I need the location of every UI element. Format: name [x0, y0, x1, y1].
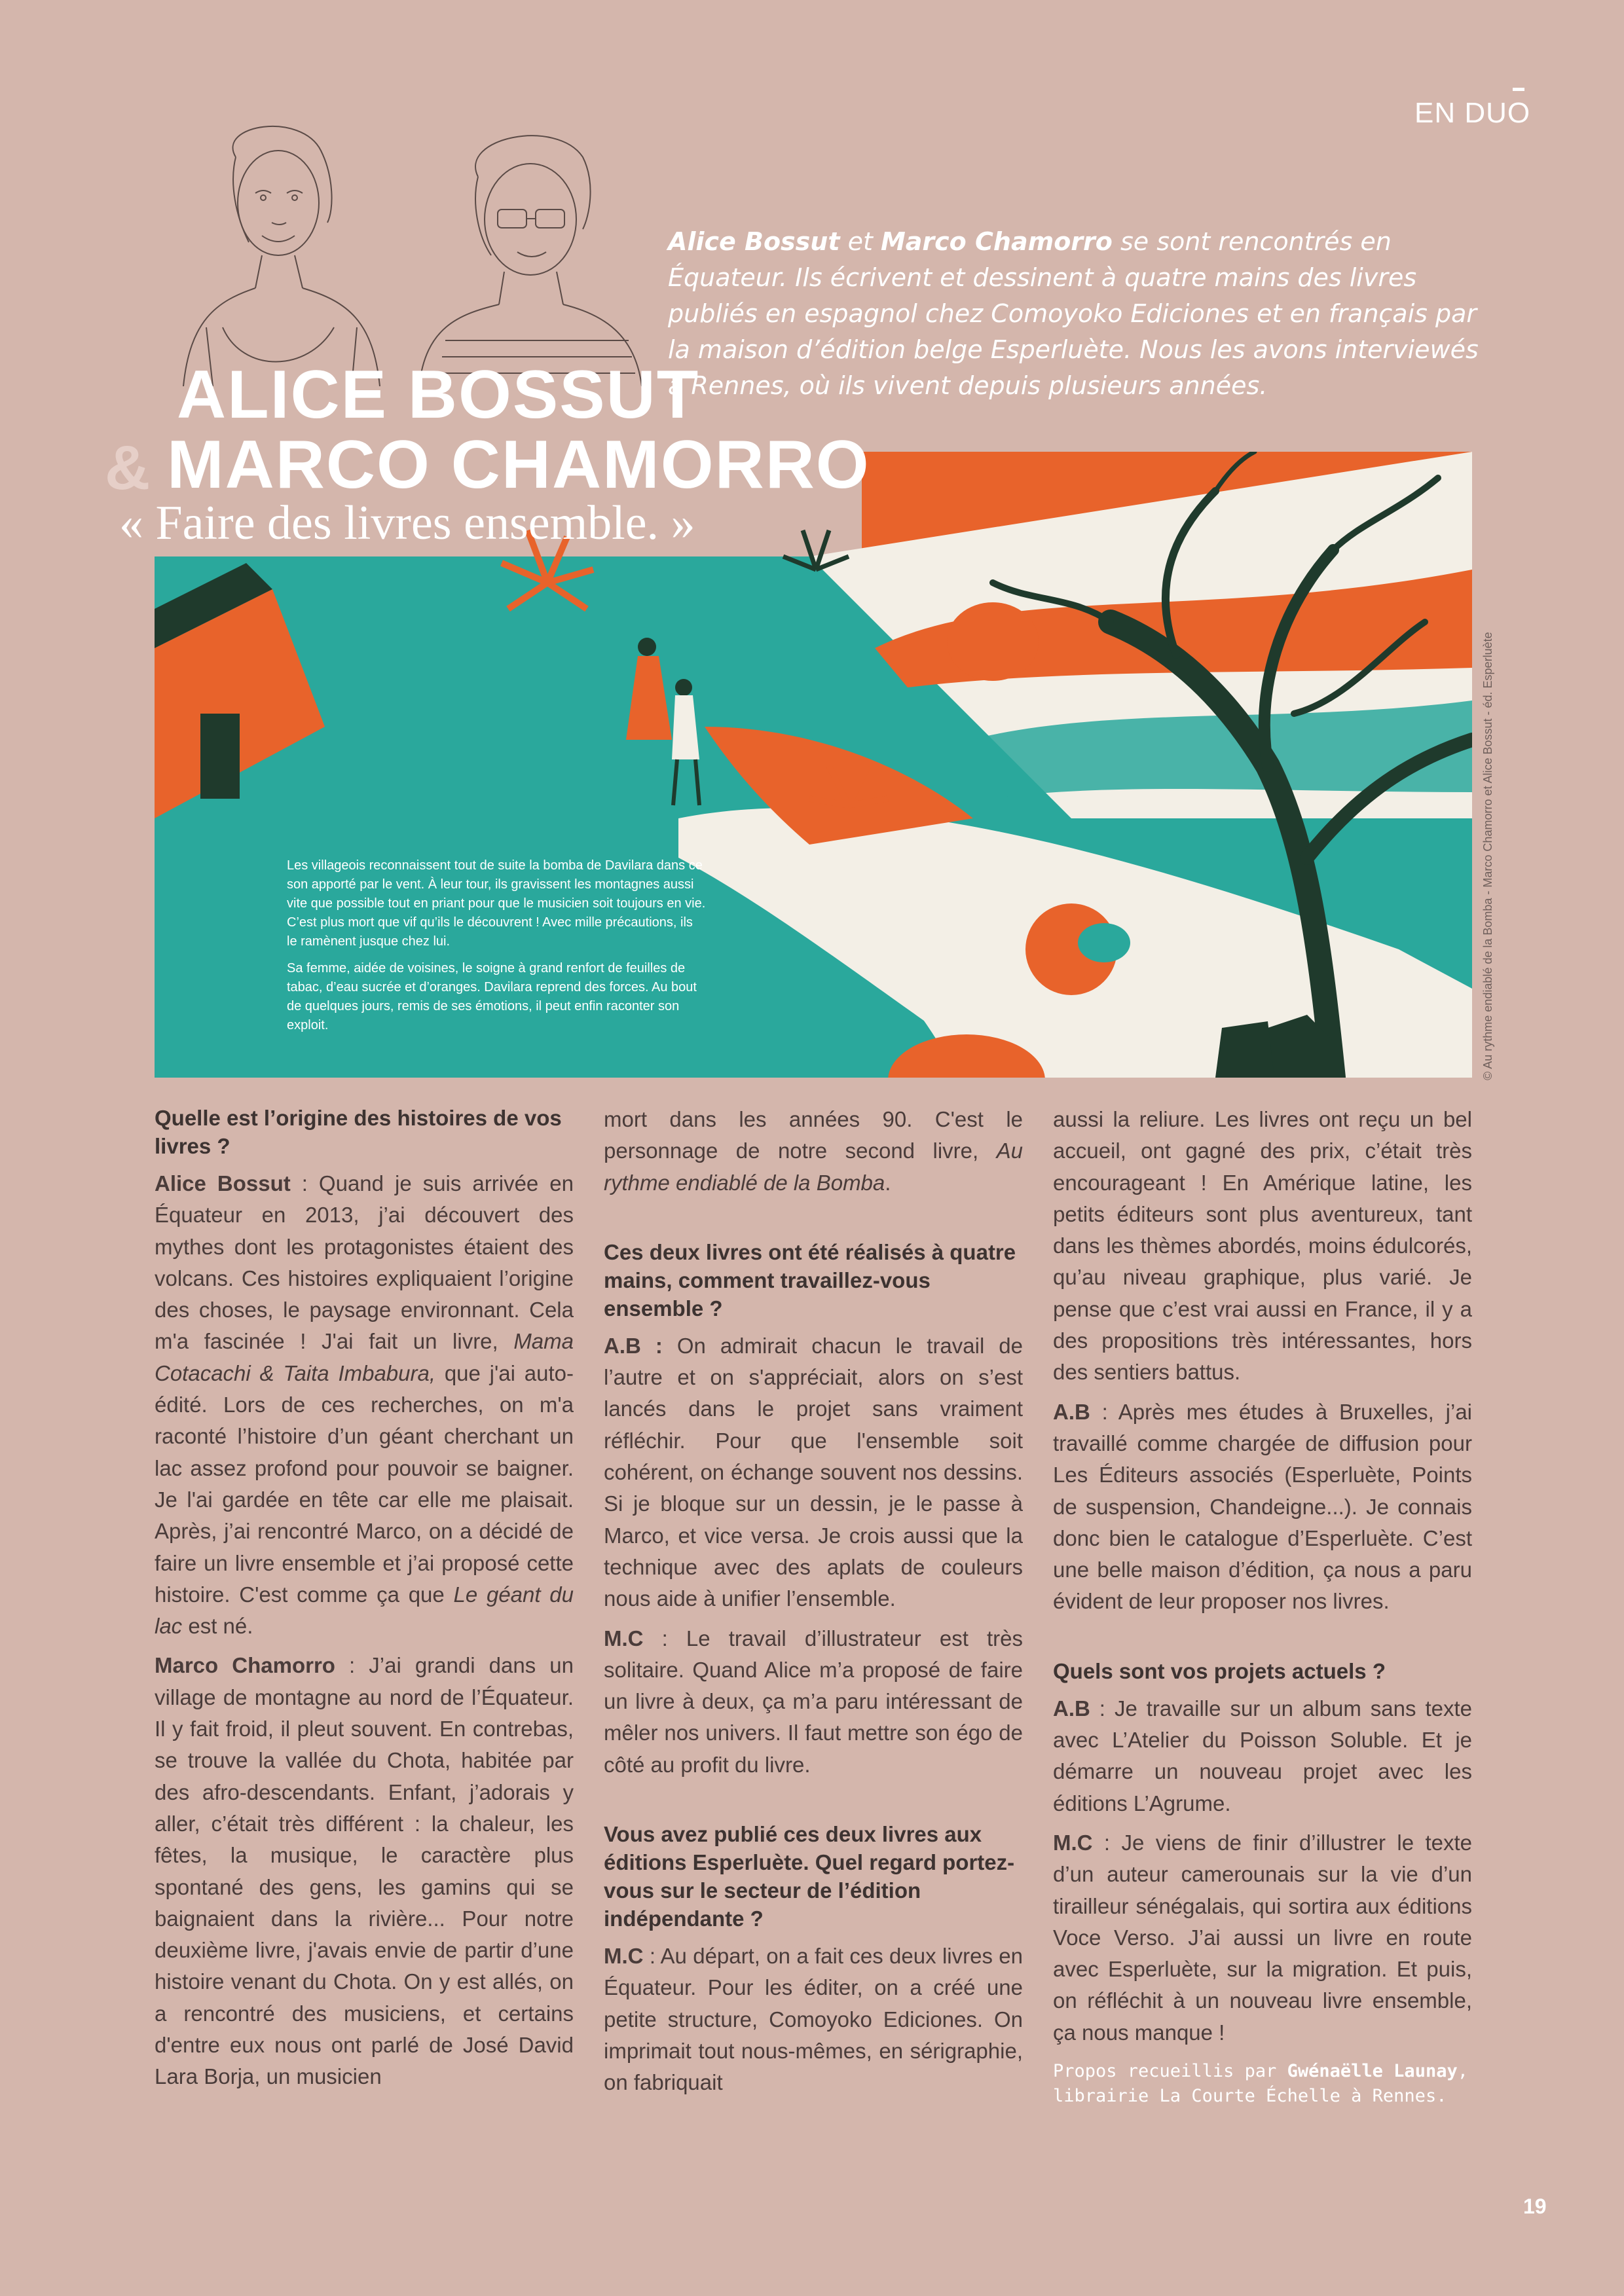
answer-mc-3 — [604, 1941, 1023, 2098]
title-alice-bossut: ALICE BOSSUT — [177, 357, 700, 433]
intro-name-marco: Marco Chamorro — [880, 227, 1113, 256]
speaker-marco: Marco Chamorro — [155, 1653, 335, 1678]
interviewer-name: Gwénaëlle Launay — [1287, 2061, 1458, 2082]
speaker-mc: M.C — [604, 1626, 644, 1650]
section-label: EN DUO — [1414, 97, 1531, 129]
answer-marco-1-continued — [604, 1104, 1023, 1199]
article-column-1 — [155, 1104, 574, 2101]
speaker-ab: A.B : — [604, 1333, 663, 1358]
answer-mc-2 — [604, 1623, 1023, 1781]
article-column-2 — [604, 1104, 1023, 2107]
question-2: Ces deux livres ont été réalisés à quatre mains, comment travaillez-vous ensemble ? — [604, 1239, 1016, 1321]
answer-marco-1 — [155, 1650, 574, 2092]
intro-name-alice: Alice Bossut — [668, 227, 840, 256]
caption-paragraph-1: Les villageois reconnaissent tout de suite la bomba de Davilara dans ce son apporté par le vent. À leur tour, ils gravissent les montagnes aussi vite que possible tout en priant pour que le musicien soit toujours en vie. C’est plus mort que vif qu’ils le découvrent ! Avec mille précautions, ils le ramènent jusque chez lui. — [287, 858, 706, 949]
speaker-ab: A.B — [1053, 1399, 1090, 1424]
intro-paragraph — [668, 224, 1493, 404]
speaker-alice: Alice Bossut — [155, 1171, 291, 1195]
answer-text: : Au départ, on a fait ces deux livres en Équateur. Pour les éditer, on a créé une petite structure, Comoyoko Ediciones. On imprimait tout nous-mêmes, en sérigraphie, on fabriquait — [604, 1944, 1023, 2095]
speaker-mc: M.C — [604, 1944, 644, 1969]
question-4: Quels sont vos projets actuels ? — [1053, 1658, 1386, 1683]
speaker-ab: A.B — [1053, 1696, 1090, 1721]
intro-text: se sont rencontrés en Équateur. Ils écrivent et dessinent à quatre mains des livres publiés en espagnol chez Comoyoko Ediciones et en français par la maison d’édition belge Esperluète. Nous les avons interviewés à Rennes, où ils vivent depuis plusieurs années. — [668, 227, 1479, 400]
answer-mc-4 — [1053, 1827, 1472, 2049]
answer-text: est né. — [182, 1614, 253, 1639]
book-title: Le géant du lac — [155, 1582, 574, 1639]
answer-text: : Après mes études à Bruxelles, j’ai travaillé comme chargée de diffusion pour Les Éditeurs associés (Esperluète, Points de suspension, Chandeigne...). Je connais donc bien le catalogue d’Esperluète. C’est une belle maison d’édition, ça nous a paru évident de leur proposer nos livres. — [1053, 1399, 1472, 1614]
title-marco-chamorro: MARCO CHAMORRO — [167, 427, 870, 503]
question-1: Quelle est l’origine des histoires de vos livres ? — [155, 1106, 562, 1158]
answer-text: mort dans les années 90. C'est le personnage de notre second livre, — [604, 1107, 1023, 1163]
answer-text: : J’ai grandi dans un village de montagne au nord de l’Équateur. Il y fait froid, il pleut souvent. En contrebas, se trouve la vallée du Chota, habitée par des afro-descendants. Enfant, j’adorais y aller, c’était très différent : la chaleur, les fêtes, la musique, le caractère plus spontané des gens, les gamins qui se baignaient dans la rivière... Pour notre deuxième livre, j'avais envie de partir d’une histoire venant du Chota. On y est allés, on a rencontré des musiciens, et certains d'entre eux nous ont parlé de José David Lara Borja, un musicien — [155, 1653, 574, 2089]
article-column-3 — [1053, 1104, 1472, 2117]
answer-text: On admirait chacun le travail de l’autre et on s'appréciait, alors on s’est lancés dans le projet sans vraiment réfléchir. Pour que l'ensemble soit cohérent, on échange souvent nos dessins. Si je bloque sur un dessin, je le passe à Marco, et vice versa. Je crois aussi que la technique avec des aplats de couleurs nous aide à unifier l’ensemble. — [604, 1333, 1024, 1611]
book-title: Mama Cotacachi & Taita Imbabura, — [155, 1329, 574, 1385]
book-title: Au rythme endiablé de la Bomba — [604, 1139, 1023, 1195]
authors-portrait-sketch — [138, 111, 661, 386]
interview-signature — [1053, 2059, 1472, 2109]
answer-ab-4 — [1053, 1693, 1472, 1819]
speaker-mc: M.C — [1053, 1830, 1093, 1855]
intro-and: et — [840, 227, 881, 256]
signature-text: , librairie La Courte Échelle à Rennes. — [1053, 2061, 1468, 2107]
answer-text: : Je viens de finir d’illustrer le texte d’un auteur camerounais sur la vie d’un tirailleur sénégalais, qui sortira aux éditions Voce Verso. J’ai aussi un livre en route avec Esperluète, sur la migration. Et puis, on réfléchit à un nouveau livre ensemble, ça nous manque ! — [1053, 1830, 1472, 2045]
article-tagline: « Faire des livres ensemble. » — [119, 496, 695, 550]
image-credit: © Au rythme endiablé de la Bomba - Marco Chamorro et Alice Bossut - éd. Esperluète — [1481, 632, 1494, 1080]
answer-text: que j'ai auto-édité. Lors de ces recherches, on m'a raconté l’histoire d’un géant cherchant un lac assez profond pour pouvoir se baigner. Je l'ai gardée en tête car elle me plaisait. Après, j’ai rencontré Marco, on a décidé de faire un livre ensemble et j’ai proposé cette histoire. C'est comme ça que — [155, 1360, 574, 1607]
title-ampersand: & — [105, 433, 151, 503]
page-number: 19 — [1523, 2195, 1547, 2218]
caption-paragraph-2: Sa femme, aidée de voisines, le soigne à grand renfort de feuilles de tabac, d’eau sucrée et d’oranges. Davilara reprend des forces. Au bout de quelques jours, remis de ses émotions, il peut enfin raconter son exploit. — [287, 961, 697, 1032]
answer-alice-1 — [155, 1168, 574, 1642]
answer-text: : Le travail d’illustrateur est très solitaire. Quand Alice m’a proposé de faire un livre à deux, ça m’a paru intéressant de mêler nos univers. Il faut mettre son égo de côté au profit du livre. — [604, 1626, 1023, 1777]
section-dash — [1513, 88, 1524, 91]
answer-text: : Je travaille sur un album sans texte avec L’Atelier du Poisson Soluble. Et je démarre un nouveau projet avec les éditions L’Agrume. — [1053, 1696, 1472, 1815]
answer-mc-3-continued: aussi la reliure. Les livres ont reçu un bel accueil, ont gagné des prix, c’était très encourageant ! En Amérique latine, les petits éditeurs sont plus aventureux, tant dans les thèmes abordés, moins édulcorés, qu’au niveau graphique, plus varié. Je pense que c’est vrai aussi en France, il y a des propositions très intéressantes, hors des sentiers battus. — [1053, 1107, 1472, 1385]
answer-ab-2 — [604, 1330, 1023, 1615]
answer-text: : Quand je suis arrivée en Équateur en 2013, j’ai découvert des mythes dont les protagonistes étaient des volcans. Ces histoires expliquaient l’origine des choses, le paysage environnant. Cela m'a fascinée ! J'ai fait un livre, — [155, 1171, 574, 1354]
question-3: Vous avez publié ces deux livres aux éditions Esperluète. Quel regard portez-vous sur le secteur de l’édition indépendante ? — [604, 1822, 1015, 1931]
answer-ab-3 — [1053, 1396, 1472, 1618]
answer-text: . — [885, 1170, 891, 1195]
signature-text: Propos recueillis par — [1053, 2061, 1287, 2082]
illustration-caption — [287, 856, 706, 1043]
